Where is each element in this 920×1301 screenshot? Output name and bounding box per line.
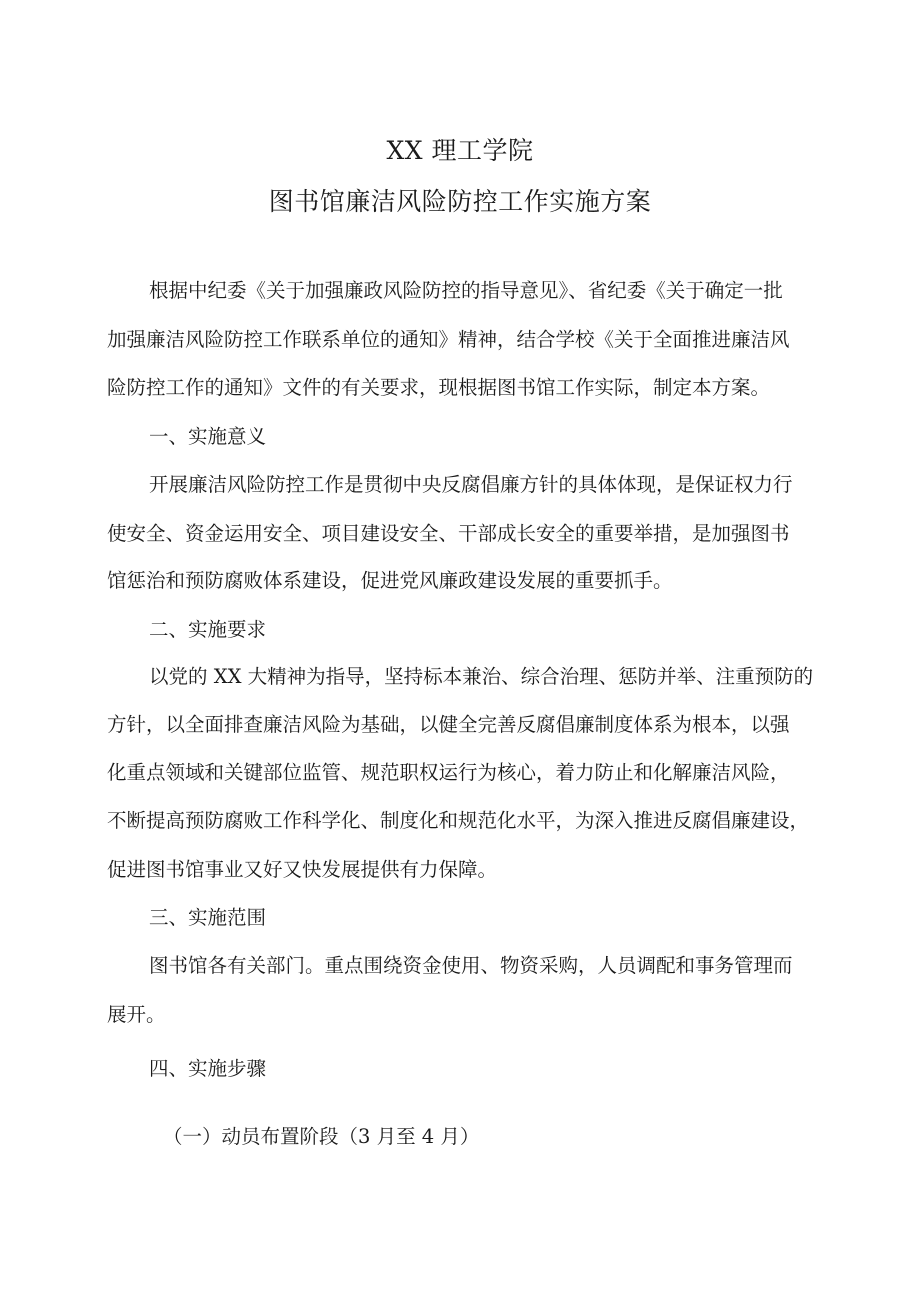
section-heading-significance: 一、实施意义 xyxy=(149,425,267,448)
subsection-heading-mobilization: （一）动员布置阶段（3 月至 4 月） xyxy=(163,1125,480,1148)
document-title: 图书馆廉洁风险防控工作实施方案 xyxy=(268,187,652,216)
section-heading-scope: 三、实施范围 xyxy=(149,906,267,929)
intro-line: 根据中纪委《关于加强廉政风险防控的指导意见》、省纪委《关于确定一批 xyxy=(149,279,783,302)
section2-line: 促进图书馆事业又好又快发展提供有力保障。 xyxy=(107,858,498,881)
section-heading-steps: 四、实施步骤 xyxy=(149,1057,267,1080)
section-heading-requirements: 二、实施要求 xyxy=(149,618,267,641)
section1-line: 使安全、资金运用安全、项目建设安全、干部成长安全的重要举措，是加强图书 xyxy=(107,522,790,545)
section2-line: 化重点领域和关键部位监管、规范职权运行为核心，着力防止和化解廉洁风险， xyxy=(107,761,790,784)
intro-line: 险防控工作的通知》文件的有关要求，现根据图书馆工作实际，制定本方案。 xyxy=(107,376,771,399)
intro-line: 加强廉洁风险防控工作联系单位的通知》精神，结合学校《关于全面推进廉洁风 xyxy=(107,328,790,351)
section3-line: 展开。 xyxy=(107,1003,166,1026)
section2-line: 不断提高预防腐败工作科学化、制度化和规范化水平，为深入推进反腐倡廉建设， xyxy=(107,809,810,832)
section2-line: 方针，以全面排查廉洁风险为基础，以健全完善反腐倡廉制度体系为根本，以强 xyxy=(107,713,790,736)
document-title-institution: XX 理工学院 xyxy=(386,136,534,165)
section1-line: 馆惩治和预防腐败体系建设，促进党风廉政建设发展的重要抓手。 xyxy=(107,569,673,592)
section2-line: 以党的 XX 大精神为指导，坚持标本兼治、综合治理、惩防并举、注重预防的 xyxy=(149,665,814,688)
section1-line: 开展廉洁风险防控工作是贯彻中央反腐倡廉方针的具体体现，是保证权力行 xyxy=(149,473,793,496)
section3-line: 图书馆各有关部门。重点围绕资金使用、物资采购，人员调配和事务管理而 xyxy=(149,954,793,977)
